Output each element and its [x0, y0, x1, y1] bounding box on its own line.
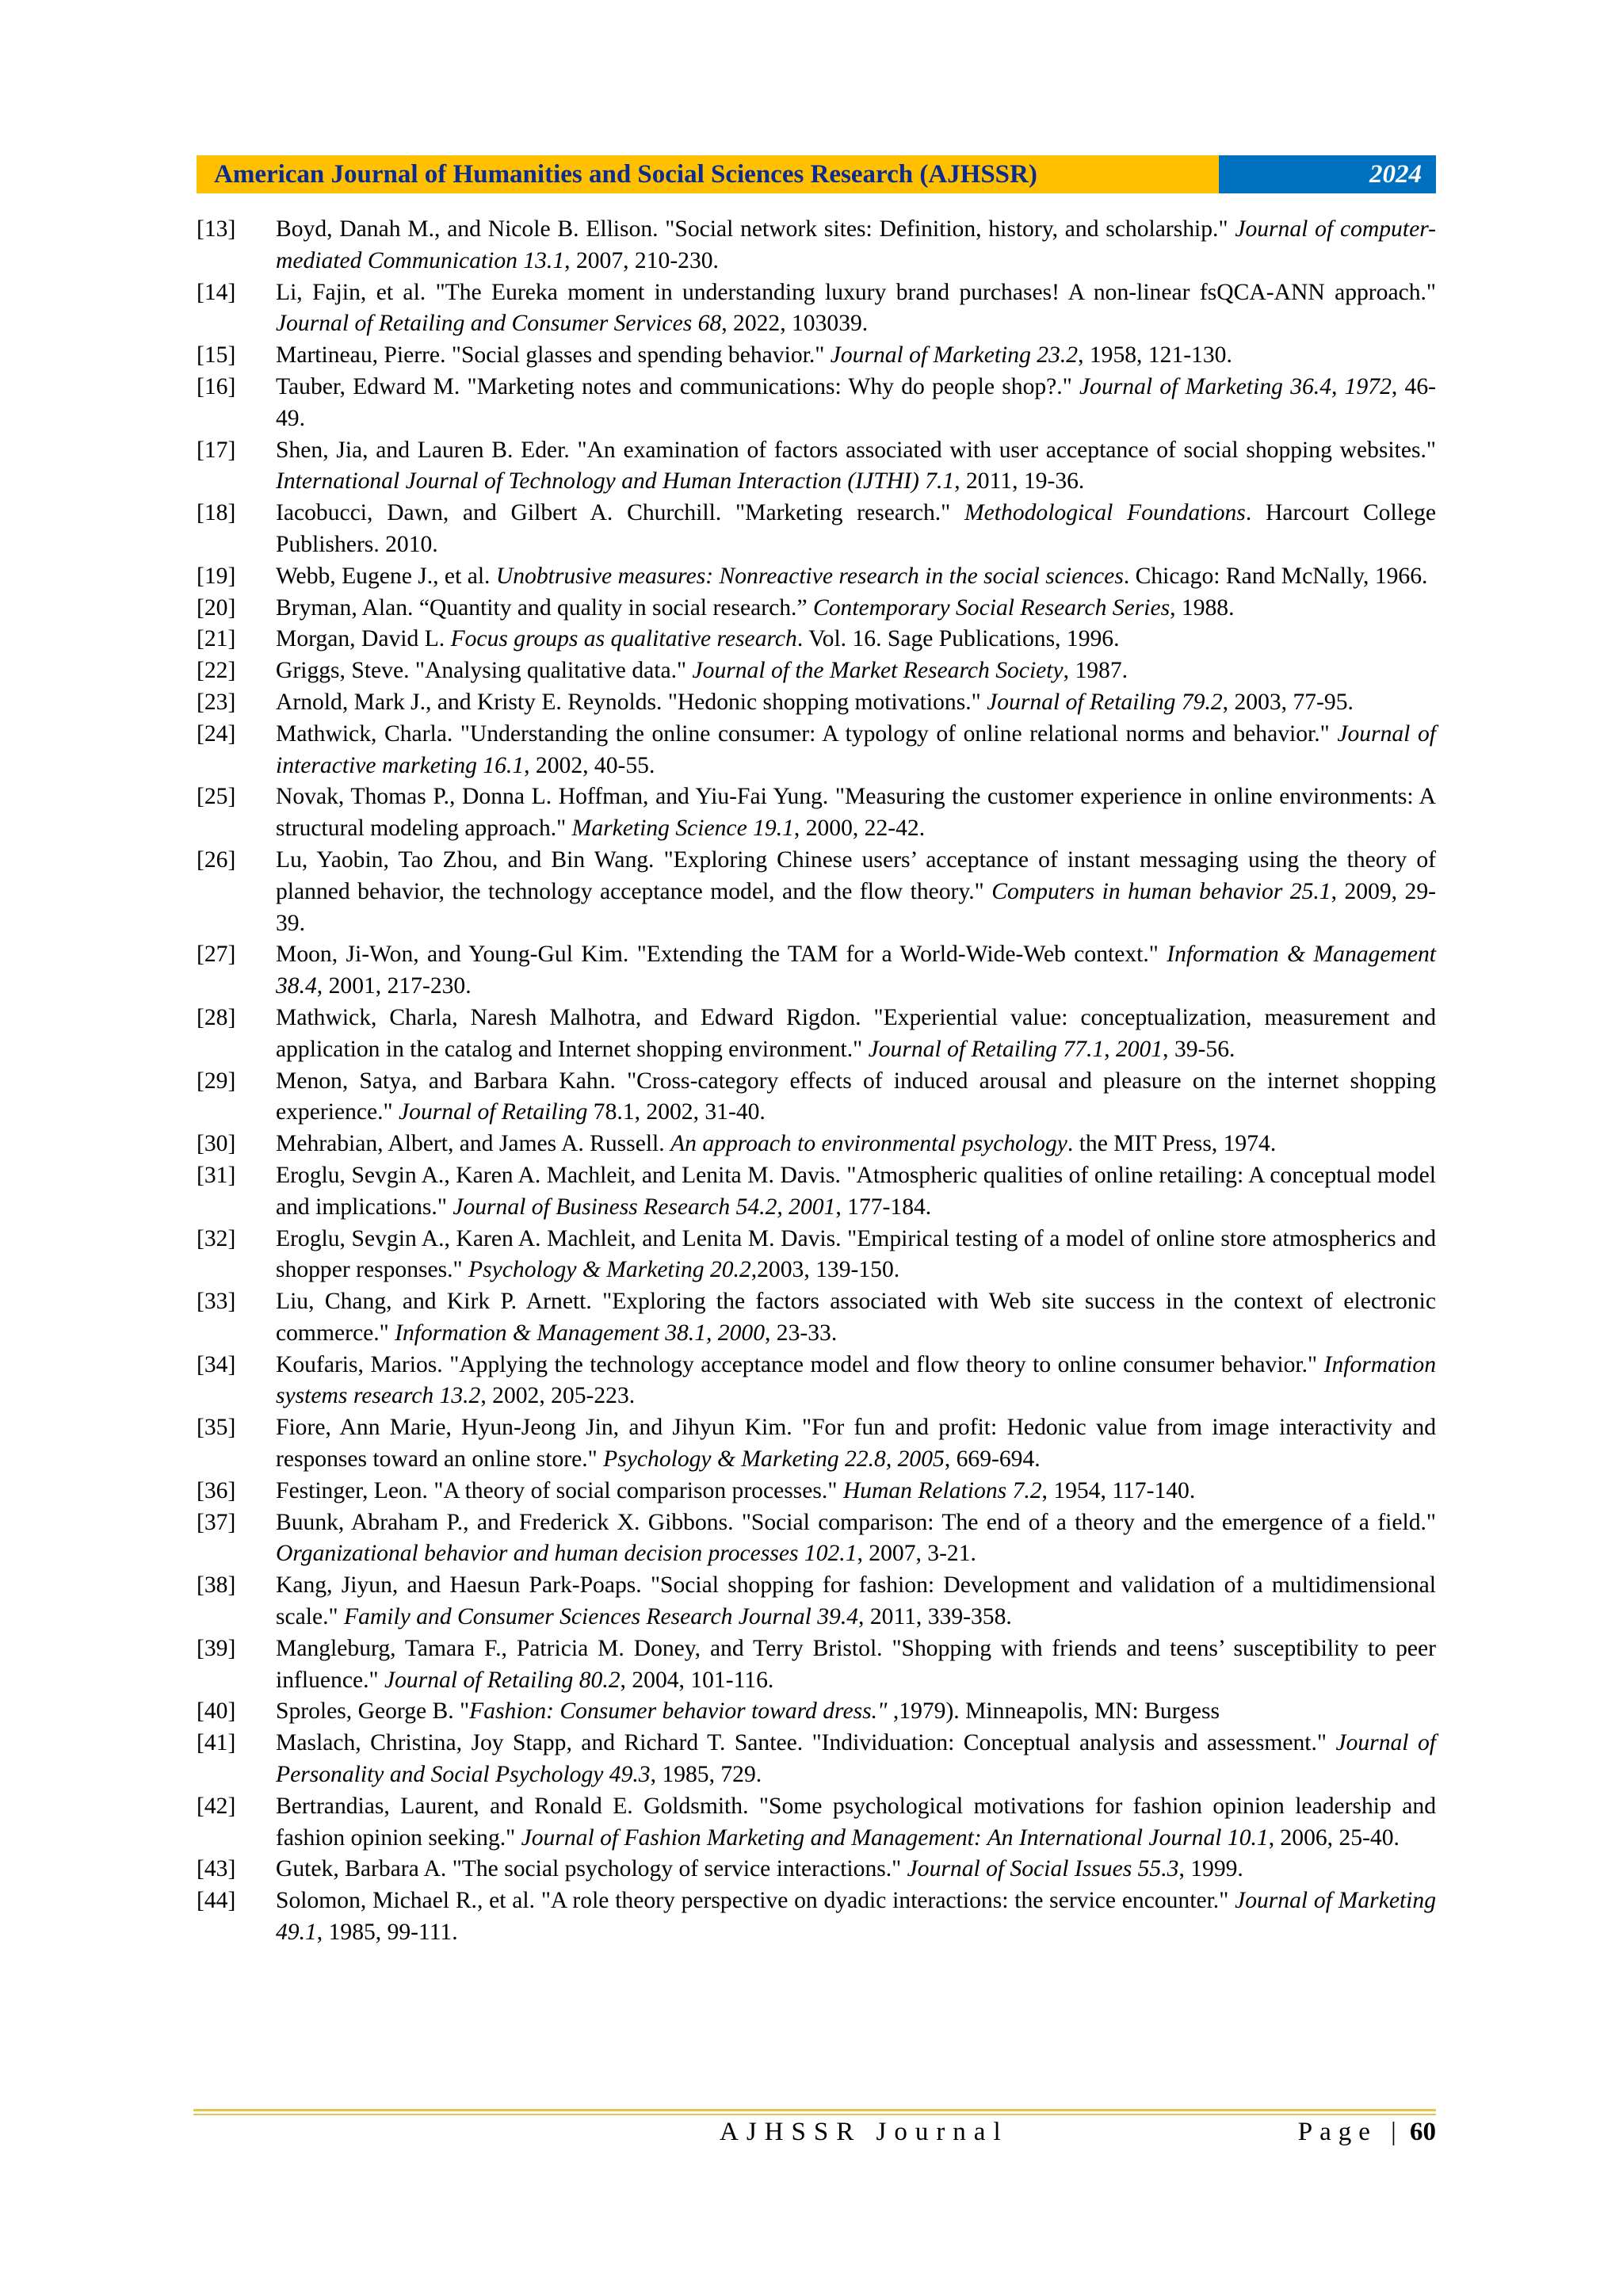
reference-item [197, 561, 1436, 593]
reference-number: [22] [197, 658, 236, 684]
reference-source: Unobtrusive measures: Nonreactive research in the social sciences [495, 563, 1124, 589]
reference-segment: Shen, Jia, and Lauren B. Eder. "An examination of factors associated with user acceptance of social shopping websites." [276, 437, 1436, 463]
reference-segment: , 2011, 19-36. [954, 468, 1085, 495]
reference-source: Journal of Social Issues 55.3 [907, 1856, 1179, 1882]
reference-segment: Eroglu, Sevgin A., Karen A. Machleit, and Lenita M. Davis. "Empirical testing of a model of online store atmospherics and shopper responses." [276, 1225, 1436, 1283]
reference-segment: Gutek, Barbara A. "The social psychology of service interactions." [276, 1856, 907, 1882]
reference-segment: , 2004, 101-116. [620, 1667, 774, 1693]
reference-item [197, 340, 1436, 372]
reference-item [197, 1476, 1436, 1507]
reference-source: Journal of Personality and Social Psychology 49.3 [276, 1730, 1436, 1788]
reference-source: International Journal of Technology and Human Interaction (IJTHI) 7.1 [276, 468, 955, 495]
reference-number: [20] [197, 594, 236, 621]
reference-source: Journal of Retailing 80.2 [384, 1667, 621, 1693]
reference-number: [28] [197, 1004, 236, 1030]
reference-number: [18] [197, 500, 236, 526]
reference-segment: Buunk, Abraham P., and Frederick X. Gibbons. "Social comparison: The end of a theory and the emergence of a field." [276, 1509, 1436, 1535]
reference-number: [38] [197, 1572, 236, 1599]
reference-text [276, 593, 1436, 625]
reference-text [276, 214, 1436, 277]
reference-segment: , 2007, 210-230. [564, 247, 719, 273]
reference-segment: , 2011, 339-358. [858, 1604, 1012, 1630]
reference-source: Human Relations 7.2 [842, 1477, 1042, 1503]
reference-source: Contemporary Social Research Series [812, 594, 1170, 621]
reference-segment: , 2007, 3-21. [857, 1541, 976, 1567]
reference-segment: , 2009, 29-39. [276, 878, 1436, 936]
reference-item [197, 624, 1436, 655]
reference-item [197, 1412, 1436, 1476]
reference-number: [30] [197, 1131, 236, 1157]
reference-segment: , 23-33. [765, 1320, 838, 1346]
reference-item [197, 498, 1436, 561]
reference-text [276, 498, 1436, 561]
reference-segment: Bryman, Alan. “Quantity and quality in social research.” [276, 594, 813, 621]
reference-text [276, 1791, 1436, 1855]
reference-number: [25] [197, 784, 236, 810]
reference-item [197, 1633, 1436, 1697]
reference-number: [17] [197, 437, 236, 463]
reference-segment: 78.1, 2002, 31-40. [587, 1099, 766, 1125]
reference-source: Journal of interactive marketing 16.1 [276, 720, 1436, 778]
reference-segment: , 2022, 103039. [721, 311, 869, 337]
reference-segment: , 2000, 22-42. [793, 816, 926, 842]
reference-segment: Griggs, Steve. "Analysing qualitative data." [276, 658, 693, 684]
reference-segment: , 1958, 121-130. [1078, 342, 1232, 369]
reference-number: [19] [197, 563, 236, 589]
reference-source: Information & Management 38.1, 2000 [395, 1320, 765, 1346]
reference-text [276, 655, 1436, 687]
reference-segment: Mehrabian, Albert, and James A. Russell. [276, 1131, 671, 1157]
reference-item [197, 1129, 1436, 1160]
reference-text [276, 1696, 1436, 1728]
reference-text [276, 687, 1436, 719]
reference-item [197, 214, 1436, 277]
reference-text [276, 1129, 1436, 1160]
reference-segment: Menon, Satya, and Barbara Kahn. "Cross-category effects of induced arousal and pleasure on the internet shopping experience." [276, 1068, 1436, 1125]
reference-item [197, 1507, 1436, 1571]
reference-segment: ,1979). Minneapolis, MN: Burgess [887, 1698, 1220, 1725]
reference-segment: Sproles, George B. " [276, 1698, 470, 1725]
reference-number: [14] [197, 279, 236, 305]
reference-item [197, 277, 1436, 341]
reference-text [276, 1507, 1436, 1571]
reference-segment: , 2002, 40-55. [524, 752, 655, 778]
reference-item [197, 372, 1436, 435]
reference-number: [35] [197, 1415, 236, 1441]
reference-segment: Liu, Chang, and Kirk P. Arnett. "Exploring the factors associated with Web site success in the context of electronic commerce." [276, 1289, 1436, 1346]
reference-source: Organizational behavior and human decision processes 102.1 [276, 1541, 857, 1567]
reference-text [276, 1412, 1436, 1476]
reference-item [197, 687, 1436, 719]
reference-segment: . Harcourt College Publishers. 2010. [276, 500, 1436, 557]
reference-segment: , 669-694. [944, 1446, 1041, 1473]
reference-segment: Koufaris, Marios. "Applying the technology acceptance model and flow theory to online consumer behavior." [276, 1351, 1324, 1377]
reference-item [197, 1066, 1436, 1129]
reference-source: Journal of Business Research 54.2, 2001 [453, 1194, 836, 1220]
reference-item [197, 1696, 1436, 1728]
reference-segment: . the MIT Press, 1974. [1067, 1131, 1277, 1157]
reference-segment: Mangleburg, Tamara F., Patricia M. Doney, and Terry Bristol. "Shopping with friends and teens’ susceptibility to peer influence." [276, 1635, 1436, 1693]
reference-segment: Kang, Jiyun, and Haesun Park-Poaps. "Social shopping for fashion: Development and validation of a multidimensional scale." [276, 1572, 1436, 1630]
reference-item [197, 1286, 1436, 1350]
footer-page [1298, 2118, 1436, 2147]
reference-number: [40] [197, 1698, 236, 1725]
reference-segment: Boyd, Danah M., and Nicole B. Ellison. "Social network sites: Definition, history, and scholarship." [276, 216, 1235, 242]
reference-segment: Morgan, David L. [276, 626, 451, 652]
reference-item [197, 845, 1436, 939]
reference-segment: Festinger, Leon. "A theory of social comparison processes." [276, 1477, 843, 1503]
footer-journal-label: AJHSSR Journal [720, 2118, 1009, 2146]
reference-segment: Mathwick, Charla. "Understanding the online consumer: A typology of online relational norms and behavior." [276, 720, 1338, 747]
reference-item [197, 939, 1436, 1003]
reference-source: Journal of Marketing 36.4, 1972 [1079, 373, 1392, 399]
reference-segment: Mathwick, Charla, Naresh Malhotra, and Edward Rigdon. "Experiential value: conceptualization, measurement and application in the catalog and Internet shopping environment." [276, 1004, 1436, 1062]
page-label: Page | [1297, 2118, 1403, 2146]
reference-segment: Fiore, Ann Marie, Hyun-Jeong Jin, and Jihyun Kim. "For fun and profit: Hedonic value from image interactivity and responses toward an online store." [276, 1415, 1436, 1473]
reference-number: [43] [197, 1856, 236, 1882]
reference-text [276, 372, 1436, 435]
reference-number: [26] [197, 846, 236, 873]
reference-text [276, 624, 1436, 655]
reference-segment: Webb, Eugene J., et al. [276, 563, 496, 589]
reference-segment: ,2003, 139-150. [750, 1257, 900, 1283]
header-year: 2024 [1219, 155, 1436, 193]
reference-segment: Novak, Thomas P., Donna L. Hoffman, and Yiu-Fai Yung. "Measuring the customer experience in online environments: A structural modeling approach." [276, 784, 1436, 842]
reference-source: Journal of Retailing and Consumer Services 68 [276, 311, 722, 337]
reference-source: Marketing Science 19.1 [571, 816, 794, 842]
reference-segment: , 1988. [1170, 594, 1235, 621]
reference-segment: , 2003, 77-95. [1222, 689, 1354, 715]
reference-text [276, 561, 1436, 593]
reference-number: [42] [197, 1793, 236, 1819]
reference-text [276, 1633, 1436, 1697]
reference-source: Information & Management 38.4 [276, 942, 1436, 999]
reference-segment: , 1985, 99-111. [316, 1920, 458, 1946]
reference-number: [24] [197, 720, 236, 747]
reference-item [197, 1791, 1436, 1855]
reference-number: [15] [197, 342, 236, 369]
reference-segment: Tauber, Edward M. "Marketing notes and communications: Why do people shop?." [276, 373, 1080, 399]
reference-segment: Iacobucci, Dawn, and Gilbert A. Churchill. "Marketing research." [276, 500, 965, 526]
reference-text [276, 1160, 1436, 1224]
footer-rule [193, 2109, 1436, 2111]
reference-text [276, 1854, 1436, 1885]
reference-segment: , 39-56. [1163, 1036, 1235, 1062]
reference-segment: Martineau, Pierre. "Social glasses and spending behavior." [276, 342, 831, 369]
reference-number: [21] [197, 626, 236, 652]
reference-source: Focus groups as qualitative research [450, 626, 797, 652]
reference-segment: . Chicago: Rand McNally, 1966. [1123, 563, 1428, 589]
reference-source: Journal of Marketing 49.1 [276, 1888, 1436, 1946]
reference-text [276, 1570, 1436, 1633]
reference-text [276, 1003, 1436, 1066]
reference-number: [27] [197, 942, 236, 968]
reference-number: [36] [197, 1477, 236, 1503]
reference-source: Journal of Fashion Marketing and Management: An International Journal 10.1 [521, 1824, 1269, 1851]
reference-source: Journal of Retailing 79.2 [987, 689, 1223, 715]
reference-segment: , 2002, 205-223. [480, 1383, 636, 1409]
reference-source: Journal of the Market Research Society [692, 658, 1064, 684]
reference-number: [41] [197, 1730, 236, 1756]
reference-item [197, 435, 1436, 499]
reference-item [197, 719, 1436, 782]
reference-segment: . Vol. 16. Sage Publications, 1996. [796, 626, 1120, 652]
reference-segment: , 46-49. [276, 373, 1436, 431]
reference-text [276, 1286, 1436, 1350]
reference-text [276, 1350, 1436, 1413]
page-number: 60 [1410, 2118, 1436, 2146]
reference-segment: , 2001, 217-230. [316, 973, 472, 999]
reference-segment: Li, Fajin, et al. "The Eureka moment in understanding luxury brand purchases! A non-linear fsQCA-ANN approach." [276, 279, 1436, 305]
reference-source: Information systems research 13.2 [276, 1351, 1436, 1409]
reference-segment: , 1954, 117-140. [1041, 1477, 1196, 1503]
reference-segment: Eroglu, Sevgin A., Karen A. Machleit, and Lenita M. Davis. "Atmospheric qualities of online retailing: A conceptual model and implications." [276, 1162, 1436, 1220]
reference-segment: Lu, Yaobin, Tao Zhou, and Bin Wang. "Exploring Chinese users’ acceptance of instant messaging using the theory of planned behavior, the technology acceptance model, and the flow theory." [276, 846, 1436, 904]
reference-source: Journal of Retailing [399, 1099, 588, 1125]
reference-text [276, 719, 1436, 782]
reference-item [197, 1160, 1436, 1224]
reference-text [276, 781, 1436, 845]
reference-segment: , 1999. [1178, 1856, 1243, 1882]
reference-item [197, 593, 1436, 625]
reference-text [276, 1476, 1436, 1507]
reference-number: [34] [197, 1351, 236, 1377]
reference-number: [39] [197, 1635, 236, 1661]
reference-source: Methodological Foundations [964, 500, 1246, 526]
reference-item [197, 1885, 1436, 1949]
reference-segment: Maslach, Christina, Joy Stapp, and Richard T. Santee. "Individuation: Conceptual analysis and assessment." [276, 1730, 1336, 1756]
reference-number: [13] [197, 216, 236, 242]
reference-number: [44] [197, 1888, 236, 1914]
reference-number: [16] [197, 373, 236, 399]
reference-text [276, 277, 1436, 341]
reference-segment: , 1985, 729. [650, 1762, 762, 1788]
reference-source: Journal of Marketing 23.2 [830, 342, 1079, 369]
reference-text [276, 435, 1436, 499]
reference-text [276, 1066, 1436, 1129]
reference-item [197, 1728, 1436, 1791]
reference-text [276, 340, 1436, 372]
reference-number: [29] [197, 1068, 236, 1094]
reference-segment: , 2006, 25-40. [1268, 1824, 1400, 1851]
reference-source: Journal of Retailing 77.1, 2001 [868, 1036, 1163, 1062]
reference-segment: , 1987. [1063, 658, 1128, 684]
reference-source: Psychology & Marketing 22.8, 2005 [603, 1446, 945, 1473]
reference-item [197, 1350, 1436, 1413]
reference-source: Journal of computer-mediated Communication 13.1 [276, 216, 1436, 273]
reference-item [197, 1003, 1436, 1066]
reference-text [276, 1728, 1436, 1791]
reference-item [197, 1570, 1436, 1633]
reference-source: Psychology & Marketing 20.2 [468, 1257, 751, 1283]
reference-segment: Bertrandias, Laurent, and Ronald E. Goldsmith. "Some psychological motivations for fashion opinion leadership and fashion opinion seeking." [276, 1793, 1436, 1851]
reference-number: [32] [197, 1225, 236, 1251]
reference-source: An approach to environmental psychology [670, 1131, 1067, 1157]
reference-segment: Moon, Ji-Won, and Young-Gul Kim. "Extending the TAM for a World-Wide-Web context." [276, 942, 1167, 968]
reference-text [276, 845, 1436, 939]
reference-source: Fashion: Consumer behavior toward dress." [469, 1698, 888, 1725]
reference-segment: Solomon, Michael R., et al. "A role theory perspective on dyadic interactions: the service encounter." [276, 1888, 1235, 1914]
reference-segment: , 177-184. [835, 1194, 932, 1220]
reference-item [197, 1854, 1436, 1885]
reference-item [197, 781, 1436, 845]
reference-segment: Arnold, Mark J., and Kristy E. Reynolds. "Hedonic shopping motivations." [276, 689, 987, 715]
reference-item [197, 1224, 1436, 1287]
reference-source: Family and Consumer Sciences Research Journal 39.4 [344, 1604, 859, 1630]
footer-rule-thin [193, 2114, 1436, 2115]
reference-number: [23] [197, 689, 236, 715]
journal-title: American Journal of Humanities and Social Sciences Research (AJHSSR) [197, 155, 1219, 193]
reference-number: [33] [197, 1289, 236, 1315]
reference-item [197, 655, 1436, 687]
reference-number: [37] [197, 1509, 236, 1535]
reference-number: [31] [197, 1162, 236, 1188]
reference-text [276, 1224, 1436, 1287]
reference-text [276, 939, 1436, 1003]
page-header [197, 155, 1436, 193]
reference-list [197, 214, 1436, 1949]
reference-text [276, 1885, 1436, 1949]
reference-source: Computers in human behavior 25.1 [991, 878, 1331, 904]
